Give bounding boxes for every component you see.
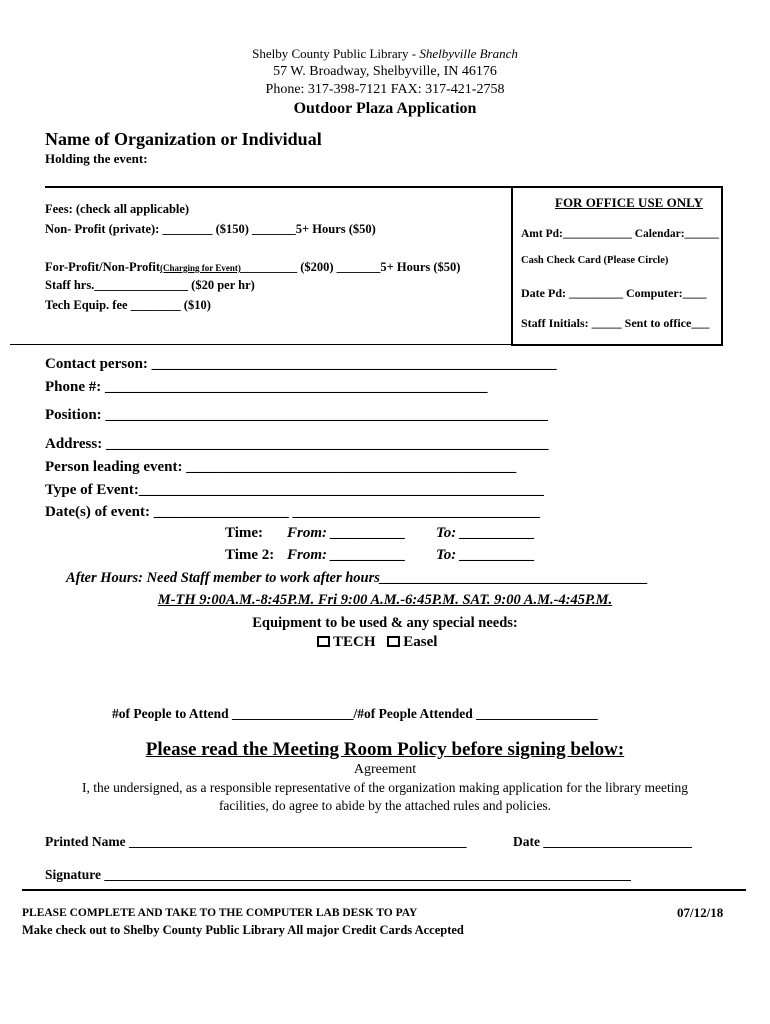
fee-tech-equip[interactable]: Tech Equip. fee ________ ($10) bbox=[45, 298, 211, 312]
time-label: Time: bbox=[225, 525, 264, 541]
people-attend-field[interactable]: #of People to Attend __________________/#of People Attended __________________ bbox=[112, 706, 598, 721]
event-dates-field[interactable]: Date(s) of event: __________________ _________________________________ bbox=[45, 504, 540, 520]
signature-field[interactable]: Signature ______________________________________________________________________________ bbox=[45, 867, 631, 882]
time2-label: Time 2: bbox=[225, 547, 275, 563]
library-hours: M-TH 9:00A.M.-8:45P.M. Fri 9:00 A.M.-6:45P.M. SAT. 9:00 A.M.-4:45P.M. bbox=[157, 592, 613, 608]
tech-option[interactable] bbox=[317, 634, 376, 650]
time2-to-field[interactable]: To: __________ bbox=[436, 547, 536, 563]
form-title: Outdoor Plaza Application bbox=[293, 100, 477, 117]
easel-label: Easel bbox=[403, 634, 438, 650]
org-name-line[interactable] bbox=[45, 186, 511, 188]
position-field[interactable]: Position: ___________________________________________________________ bbox=[45, 407, 548, 423]
agreement-text-2: facilities, do agree to abide by the attached rules and policies. bbox=[218, 798, 552, 813]
fee-staff-hours[interactable]: Staff hrs._______________ ($20 per hr) bbox=[45, 278, 255, 292]
contact-person-field[interactable]: Contact person: ______________________________________________________ bbox=[45, 356, 557, 372]
easel-checkbox[interactable] bbox=[387, 636, 400, 647]
footer-instructions: PLEASE COMPLETE AND TAKE TO THE COMPUTER LAB DESK TO PAY bbox=[22, 907, 418, 919]
fee-forprofit-label: For-Profit/Non-Profit bbox=[45, 260, 161, 274]
signature-date-field[interactable]: Date ______________________ bbox=[513, 834, 692, 849]
office-title: FOR OFFICE USE ONLY bbox=[555, 195, 703, 210]
office-payment-method: Cash Check Card (Please Circle) bbox=[521, 255, 669, 266]
section-divider bbox=[10, 344, 511, 345]
tech-checkbox[interactable] bbox=[317, 636, 330, 647]
library-address: 57 W. Broadway, Shelbyville, IN 46176 bbox=[273, 64, 497, 79]
agreement-text-1: I, the undersigned, as a responsible representative of the organization making application for the library meeting bbox=[82, 780, 688, 795]
tech-label: TECH bbox=[333, 634, 376, 650]
branch-name: Shelbyville Branch bbox=[419, 46, 518, 61]
footer-divider bbox=[22, 889, 746, 891]
office-amt-paid: Amt Pd:____________ Calendar:______ bbox=[521, 228, 720, 240]
form-revision-date: 07/12/18 bbox=[677, 905, 724, 920]
event-type-field[interactable]: Type of Event:______________________________________________________ bbox=[45, 482, 544, 498]
office-staff-initials: Staff Initials: _____ Sent to office___ bbox=[521, 316, 710, 330]
agreement-label: Agreement bbox=[353, 762, 417, 777]
address-field[interactable]: Address: ___________________________________________________________ bbox=[45, 436, 549, 452]
policy-heading: Please read the Meeting Room Policy before signing below: bbox=[145, 739, 625, 760]
org-sublabel: Holding the event: bbox=[45, 151, 148, 166]
after-hours-field[interactable]: After Hours: Need Staff member to work after hours_____________________________________ bbox=[66, 570, 649, 586]
equipment-options bbox=[317, 634, 437, 651]
equipment-label: Equipment to be used & any special needs: bbox=[252, 615, 518, 631]
person-leading-field[interactable]: Person leading event: ____________________________________________ bbox=[45, 459, 517, 475]
office-date-paid: Date Pd: _________ Computer:____ bbox=[521, 286, 707, 300]
printed-name-field[interactable]: Printed Name __________________________________________________ bbox=[45, 834, 467, 849]
org-label: Name of Organization or Individual bbox=[45, 129, 322, 149]
time-from-field[interactable]: From: __________ bbox=[287, 525, 406, 541]
fee-forprofit-note: (Charging for Event) bbox=[160, 263, 241, 273]
fee-forprofit-blanks: _________ ($200) _______5+ Hours ($50) bbox=[240, 260, 461, 274]
fee-forprofit[interactable] bbox=[45, 260, 460, 275]
library-name bbox=[0, 46, 770, 62]
easel-option[interactable] bbox=[387, 634, 437, 650]
library-contact: Phone: 317-398-7121 FAX: 317-421-2758 bbox=[265, 82, 505, 97]
phone-field[interactable]: Phone #: ___________________________________________________ bbox=[45, 379, 488, 395]
fee-nonprofit[interactable]: Non- Profit (private): ________ ($150) _______5+ Hours ($50) bbox=[45, 222, 376, 236]
footer-payment-note: Make check out to Shelby County Public Library All major Credit Cards Accepted bbox=[22, 923, 464, 937]
time2-from-field[interactable]: From: __________ bbox=[287, 547, 406, 563]
library-label: Shelby County Public Library - bbox=[252, 46, 420, 61]
fees-heading: Fees: (check all applicable) bbox=[45, 202, 190, 216]
time-to-field[interactable]: To: __________ bbox=[436, 525, 536, 541]
